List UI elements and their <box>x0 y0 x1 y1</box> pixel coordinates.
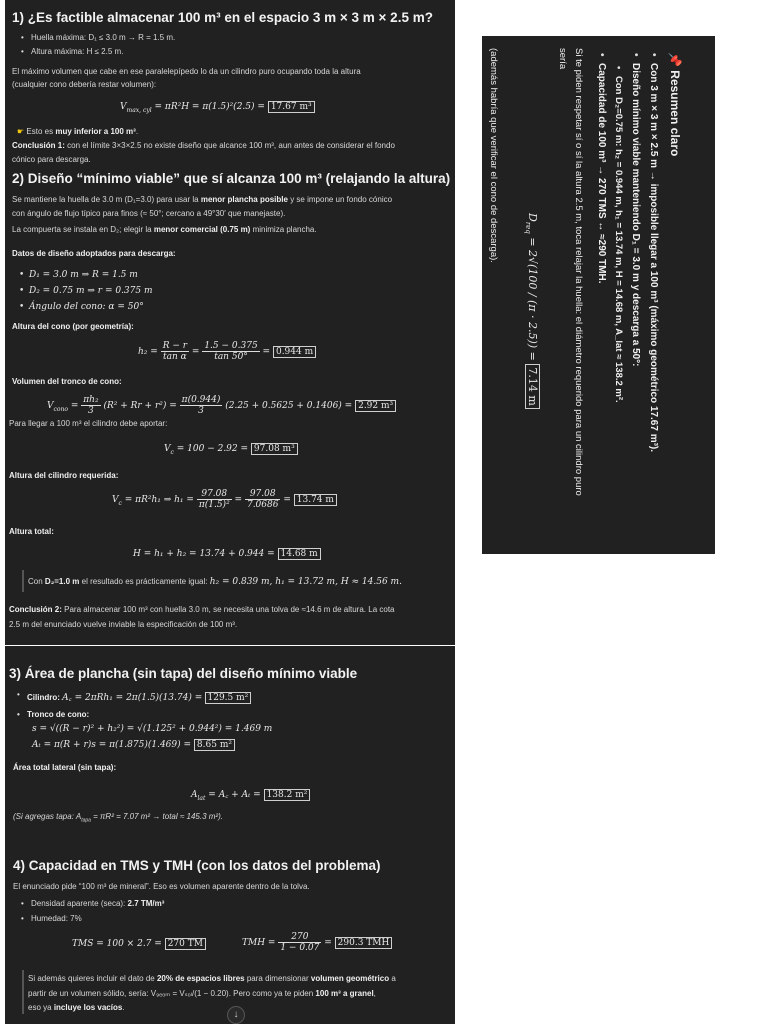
bullet-humedad: • Humedad: 7% <box>31 914 82 923</box>
summary-bullet-1: • Con 3 m × 3 m × 2.5 m → imposible llegar a 100 m³ (máximo geométrico 17.67 m³). <box>648 63 659 452</box>
result-box: 2.92 m³ <box>355 400 396 412</box>
pin-icon: 📌 <box>668 52 682 67</box>
tapa-note: (Si agregas tapa: $A_{tapa} = \pi R^2 = 7.07$ m² → total ≈ 145.3 m²). <box>13 812 223 824</box>
result-box: 14.68 m <box>278 548 321 560</box>
section-3-title: 3) Área de plancha (sin tapa) del diseño mínimo viable <box>9 666 358 681</box>
para-max-vol-1: El máximo volumen que cabe en ese paralelepípedo lo da un cilindro puro ocupando toda la altura <box>12 67 361 76</box>
summary-rotated-content <box>482 36 715 554</box>
eq-vcono: $V_{cono}$ = $\frac{\text{πh₂}}{3}$ (R² + Rr + r²) = $\frac{\pi(0.944)}{3}$ (2.25 + 0.5625 + 0.1406) = 2.92 m³ <box>47 395 396 416</box>
bullet-tronco: • Tronco de cono: <box>27 710 89 719</box>
eq-vc: $V_c = 100 - 2.92 = 97.08$ m³ <box>164 444 298 456</box>
para-design-3: La compuerta se instala en D₂; elegir la menor comercial (0.75 m) minimiza plancha. <box>12 225 317 234</box>
data-angle: • Ángulo del cono: α = 50° <box>29 302 144 312</box>
result-box: 138.2 m² <box>264 789 311 801</box>
eq-s: s = √((R − r)² + h₂²) = √(1.125² + 0.944²) = 1.469 m <box>32 724 273 734</box>
summary-para-3: (además habría que verificar el cono de descarga). <box>488 48 499 263</box>
section-4-panel <box>5 832 455 1024</box>
eq-dreq: $D_{req} = 2√(100 / (\pi \cdot 2.5)) = 7.14$ m <box>524 213 539 409</box>
scroll-down-button[interactable] <box>227 1006 245 1024</box>
result-box: 8.65 m² <box>194 739 235 751</box>
total-height-title: Altura total: <box>9 527 54 536</box>
area-total-title: Área total lateral (sin tapa): <box>13 763 117 772</box>
result-box: 0.944 m <box>273 346 316 358</box>
cyl-height-title: Altura del cilindro requerida: <box>9 471 119 480</box>
para-design-2: con ángulo de flujo típico para finos (≈ 50°; cercano a 49°30′ que manejaste). <box>12 209 286 218</box>
cone-height-title: Altura del cono (por geometría): <box>12 322 134 331</box>
data-d1: • D₁ = 3.0 m ⇒ R = 1.5 m <box>29 270 138 280</box>
section-2-title: 2) Diseño “mínimo viable” que sí alcanza 100 m³ (relajando la altura) <box>12 171 451 186</box>
eq-vmax: $V_{max, cyl} = \pi R^2H = \pi(1.5)^2(2.5) = 17.67$ m³ <box>120 102 315 114</box>
bullet-altura: • Altura máxima: H ≤ 2.5 m. <box>31 47 123 56</box>
quote-line-2: partir de un volumen sólido, sería: V₉ₑₒₘ = Vₛₒₗ/(1 − 0.20). Pero como ya te piden 100 m³ a granel, <box>28 989 376 998</box>
conclusion-2-cont: 2.5 m del enunciado vuelve inviable la especificación de 100 m³. <box>9 620 238 629</box>
summary-para-1: Si te piden respetar sí o sí la altura 2.5 m, toca relajar la huella: el diámetro requerido para un cilindro puro <box>573 48 584 496</box>
summary-panel <box>482 36 715 554</box>
result-box: 270 TM <box>165 938 206 950</box>
summary-para-2: sería <box>557 48 568 70</box>
quote-bar <box>22 570 24 592</box>
cone-volume-title: Volumen del tronco de cono: <box>12 377 122 386</box>
section-2-panel <box>5 169 455 645</box>
eq-h1: $V_c = \pi R^2h_1$ ⇒ h₁ = $\frac{97.08}{\text{π(1.5)²}}$ = $\frac{97.08}{7.0686}$ = 13.74 m <box>112 489 337 510</box>
eq-tms: TMS = 100 × 2.7 = 270 TM <box>72 939 206 949</box>
result-box: 13.74 m <box>294 494 337 506</box>
section-1-title: 1) ¿Es factible almacenar 100 m³ en el espacio 3 m × 3 m × 2.5 m? <box>12 10 433 25</box>
para-enunciado: El enunciado pide “100 m³ de mineral”. Eso es volumen aparente dentro de la tolva. <box>13 882 310 891</box>
bullet-cilindro: • Cilindro: A꜀ = 2πRh₁ = 2π(1.5)(13.74) = 129.5 m² <box>27 690 251 703</box>
bullet-huella: • Huella máxima: D₁ ≤ 3.0 m → R = 1.5 m. <box>31 33 175 42</box>
data-d2: • D₂ = 0.75 m ⇒ r = 0.375 m <box>29 286 153 296</box>
conclusion-2: Conclusión 2: Para almacenar 100 m³ con huella 3.0 m, se necesita una tolva de ≈14.6 m de altura. La cota <box>9 605 395 614</box>
result-box: 129.5 m² <box>205 692 252 704</box>
result-box: 7.14 m <box>525 364 540 408</box>
conclusion-1-cont: cónico para descarga. <box>12 155 91 164</box>
data-title: Datos de diseño adoptados para descarga: <box>12 249 176 258</box>
eq-H: H = h₁ + h₂ = 13.74 + 0.944 = 14.68 m <box>133 549 321 559</box>
eq-tmh: TMH = $\frac{270}{1 - 0.07}$ = 290.3 TMH <box>242 932 392 953</box>
summary-title: 📌 Resumen claro <box>668 52 682 157</box>
summary-bullet-2: • Diseño mínimo viable manteniendo D₁ = 3.0 m y descarga a 50°: <box>630 63 641 367</box>
summary-bullet-3: • Capacidad de 100 m³ → 270 TMS ↔ ≈290 TMH. <box>596 63 607 284</box>
note-line: ☛ Esto es muy inferior a 100 m³. <box>17 127 139 136</box>
para-design-1: Se mantiene la huella de 3.0 m (D₁=3.0) para usar la menor plancha posible y se impone un fondo cónico <box>12 195 393 204</box>
section-4-title: 4) Capacidad en TMS y TMH (con los datos del problema) <box>13 858 381 873</box>
quote-line-3: eso ya incluye los vacíos. <box>28 1003 125 1012</box>
conclusion-1: Conclusión 1: con el límite 3×3×2.5 no existe diseño que alcance 100 m³, aun antes de considerar el fondo <box>12 141 395 150</box>
para-max-vol-2: (cualquier cono debería restar volumen): <box>12 80 157 89</box>
eq-h2: h₂ = $\frac{R - r}{\text{tan α}}$ = $\frac{1.5 - 0.375}{\tan 50^\circ}$ = 0.944 m <box>138 341 316 362</box>
arrow-down-icon: ↓ <box>233 1009 239 1020</box>
section-1-panel <box>5 0 455 171</box>
result-box: 97.08 m³ <box>251 443 298 455</box>
quote-bar <box>22 970 24 1014</box>
quote-d2: Con D₂=1.0 m el resultado es prácticamente igual: h₂ = 0.839 m, h₁ = 13.72 m, H ≈ 14.56 m. <box>28 577 402 587</box>
quote-line-1: Si además quieres incluir el dato de 20% de espacios libres para dimensionar volumen geométrico a <box>28 974 396 983</box>
result-box: 290.3 TMH <box>335 937 393 949</box>
cyl-intro: Para llegar a 100 m³ el cilindro debe aportar: <box>9 419 168 428</box>
summary-bullet-2-sub: • Con D₂=0.75 m: h₂ = 0.944 m, h₁ = 13.74 m, H = 14.68 m, A_lat ≈ 138.2 m². <box>613 76 624 403</box>
result-box: 17.67 m³ <box>268 101 315 113</box>
section-3-panel <box>5 646 455 832</box>
bullet-densidad: • Densidad aparente (seca): 2.7 TM/m³ <box>31 899 164 908</box>
eq-at: Aₜ = π(R + r)s = π(1.875)(1.469) = 8.65 m² <box>32 740 235 750</box>
point-right-icon: ☛ <box>17 127 25 136</box>
eq-alat: $A_{lat}$ = A꜀ + Aₜ = 138.2 m² <box>191 787 310 802</box>
